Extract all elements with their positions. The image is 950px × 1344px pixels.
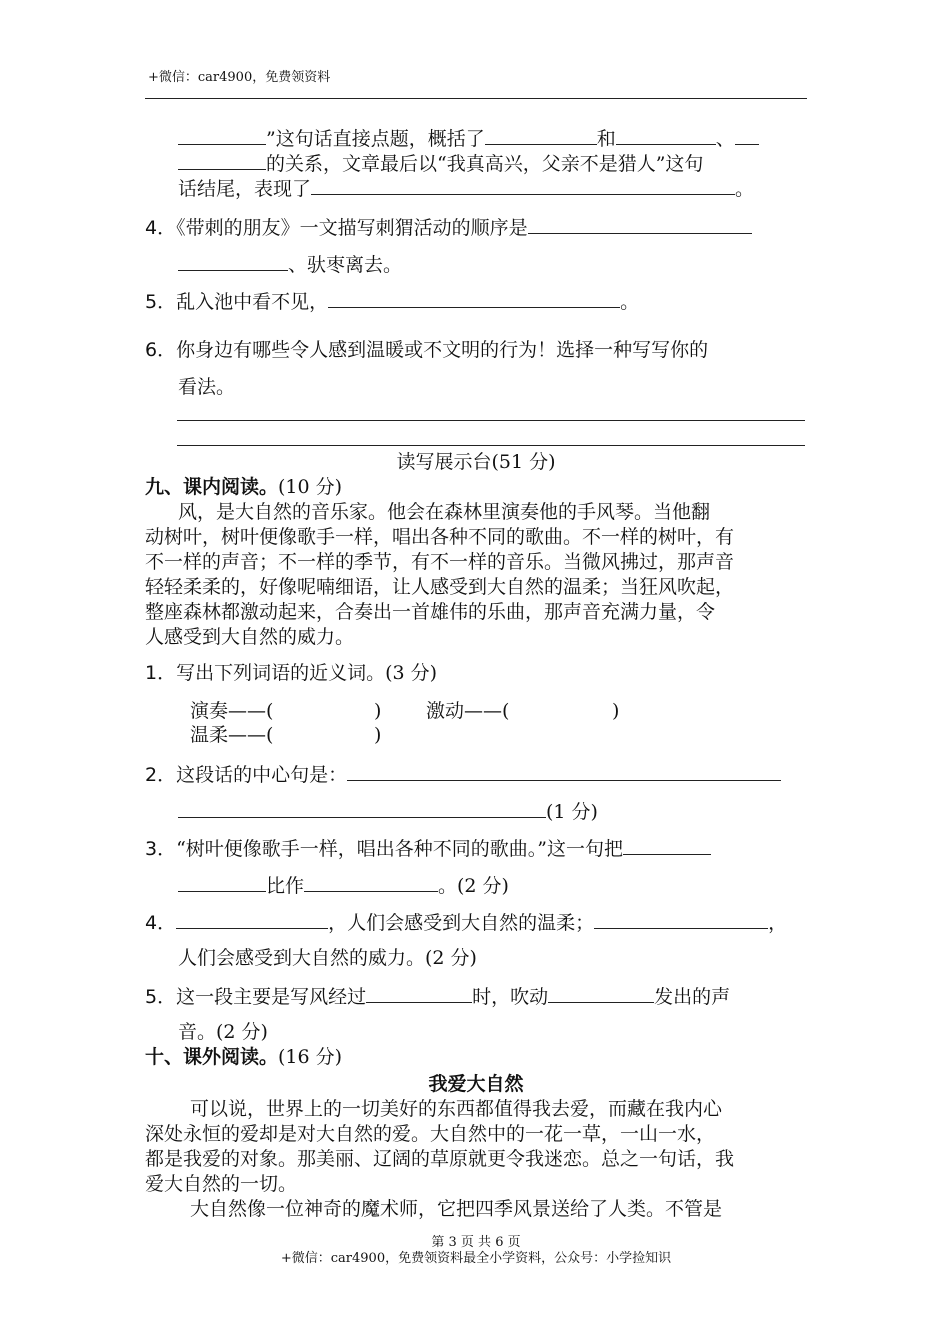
paren-close: ) — [612, 700, 620, 722]
passage-line: 人感受到大自然的威力。 — [145, 626, 355, 648]
header-watermark: +微信：car4900，免费领资料 — [148, 70, 331, 85]
passage-line: 大自然像一位神奇的魔术师，它把四季风景送给了人类。不管是 — [190, 1198, 723, 1220]
s9-q3 — [145, 834, 711, 862]
synonym-3: 温柔——( — [190, 724, 274, 746]
s8-line3 — [178, 174, 754, 202]
text: 这一段主要是写风经过 — [176, 986, 367, 1008]
question-number: 1． — [145, 662, 177, 684]
blank[interactable] — [178, 797, 546, 818]
text: 和 — [596, 128, 616, 150]
page-number: 第 3 页 共 6 页 — [431, 1235, 521, 1250]
s9-q4-line2: 人们会感受到大自然的威力。(2 分) — [178, 947, 477, 969]
blank[interactable] — [178, 250, 288, 271]
passage-line: 可以说，世界上的一切美好的东西都值得我去爱，而藏在我内心 — [190, 1098, 723, 1120]
passage-line: 都是我爱的对象。那美丽、辽阔的草原就更令我迷恋。总之一句话，我 — [145, 1148, 735, 1170]
text: 你身边有哪些令人感到温暖或不文明的行为！选择一种写写你的 — [176, 339, 709, 361]
s8-q4 — [145, 213, 752, 241]
text: “树叶便像歌手一样，唱出各种不同的歌曲。”这一句把 — [176, 838, 624, 860]
blank[interactable] — [347, 760, 781, 781]
text: 乱入池中看不见， — [176, 291, 329, 313]
text: ，人们会感受到大自然的温柔； — [328, 912, 595, 934]
text: 发出的声 — [654, 986, 731, 1008]
text: 话结尾，表现了 — [178, 178, 312, 200]
blank[interactable] — [304, 871, 438, 892]
footer-watermark: +微信：car4900，免费领资料最全小学资料，公众号：小学捡知识 — [280, 1251, 672, 1266]
text: 时，吹动 — [472, 986, 549, 1008]
section10-heading — [145, 1044, 342, 1070]
blank[interactable] — [176, 908, 328, 929]
s8-line2 — [178, 149, 703, 177]
text: ”这句话直接点题，概括了 — [266, 128, 485, 150]
passage-line: 动树叶，树叶便像歌手一样，唱出各种不同的歌曲。不一样的树叶，有 — [145, 526, 735, 548]
passage-line: 整座森林都激动起来，合奏出一首雄伟的乐曲，那声音充满力量，令 — [145, 601, 716, 623]
passage-line: 深处永恒的爱却是对大自然的爱。大自然中的一花一草，一山一水， — [145, 1123, 716, 1145]
synonym-2: 激动——( — [426, 700, 510, 722]
text: 这段话的中心句是： — [176, 764, 348, 786]
paren-close: ) — [374, 700, 382, 722]
blank[interactable] — [594, 908, 768, 929]
s9-q4 — [145, 908, 787, 936]
question-number: 2． — [145, 764, 177, 786]
text: 《带刺的朋友》一文描写刺猬活动的顺序是 — [176, 217, 528, 239]
text: 。(2 分) — [438, 875, 509, 897]
text: 写出下列词语的近义词。(3 分) — [176, 662, 438, 684]
points: (1 分) — [546, 801, 598, 823]
question-number: 4． — [145, 912, 177, 934]
s9-q2 — [145, 760, 781, 788]
points: (10 分) — [278, 476, 343, 498]
text: 比作 — [266, 875, 305, 897]
question-number: 3． — [145, 838, 177, 860]
blank[interactable] — [616, 124, 716, 145]
question-number: 5． — [145, 291, 177, 313]
showcase-title: 读写展示台(51 分) — [396, 451, 556, 473]
text: 、 — [715, 128, 735, 150]
article-title: 我爱大自然 — [428, 1073, 524, 1095]
blank[interactable] — [311, 174, 735, 195]
text: 。 — [620, 291, 640, 313]
blank[interactable] — [528, 213, 752, 234]
blank[interactable] — [548, 982, 654, 1003]
paren-close: ) — [374, 724, 382, 746]
text: ， — [768, 912, 788, 934]
text: 。 — [735, 178, 755, 200]
blank[interactable] — [178, 871, 266, 892]
blank[interactable] — [178, 124, 266, 145]
points: (16 分) — [278, 1046, 343, 1068]
s8-q6 — [145, 337, 708, 363]
s9-q1 — [145, 660, 437, 686]
s8-line1 — [178, 124, 759, 152]
s8-q6-line2: 看法。 — [178, 376, 236, 398]
synonym-1: 演奏——( — [190, 700, 274, 722]
blank[interactable] — [328, 287, 620, 308]
passage-line: 风，是大自然的音乐家。他会在森林里演奏他的手风琴。当他翻 — [178, 501, 711, 523]
heading-text: 九、课内阅读。 — [145, 476, 279, 498]
s8-q4-line2 — [178, 250, 402, 278]
passage-line: 不一样的声音；不一样的季节，有不一样的音乐。当微风拂过，那声音 — [145, 551, 735, 573]
s9-q5 — [145, 982, 730, 1010]
s9-q5-line2: 音。(2 分) — [178, 1021, 268, 1043]
blank[interactable] — [485, 124, 597, 145]
question-number: 6． — [145, 339, 177, 361]
s8-q5 — [145, 287, 639, 315]
text: 、驮枣离去。 — [288, 254, 403, 276]
blank[interactable] — [735, 124, 759, 145]
passage-line: 轻轻柔柔的，好像呢喃细语，让人感受到大自然的温柔；当狂风吹起， — [145, 576, 735, 598]
header-rule — [145, 98, 807, 99]
question-number: 5． — [145, 986, 177, 1008]
s9-q2-line2 — [178, 797, 598, 825]
blank[interactable] — [178, 149, 266, 170]
heading-text: 十、课外阅读。 — [145, 1046, 279, 1068]
passage-line: 爱大自然的一切。 — [145, 1173, 298, 1195]
text: 的关系，文章最后以“我真高兴，父亲不是猎人”这句 — [266, 153, 704, 175]
blank[interactable] — [623, 834, 711, 855]
section9-heading — [145, 474, 342, 500]
answer-line[interactable] — [177, 445, 805, 446]
answer-line[interactable] — [177, 420, 805, 421]
question-number: 4． — [145, 217, 177, 239]
blank[interactable] — [366, 982, 472, 1003]
s9-q3-line2 — [178, 871, 509, 899]
